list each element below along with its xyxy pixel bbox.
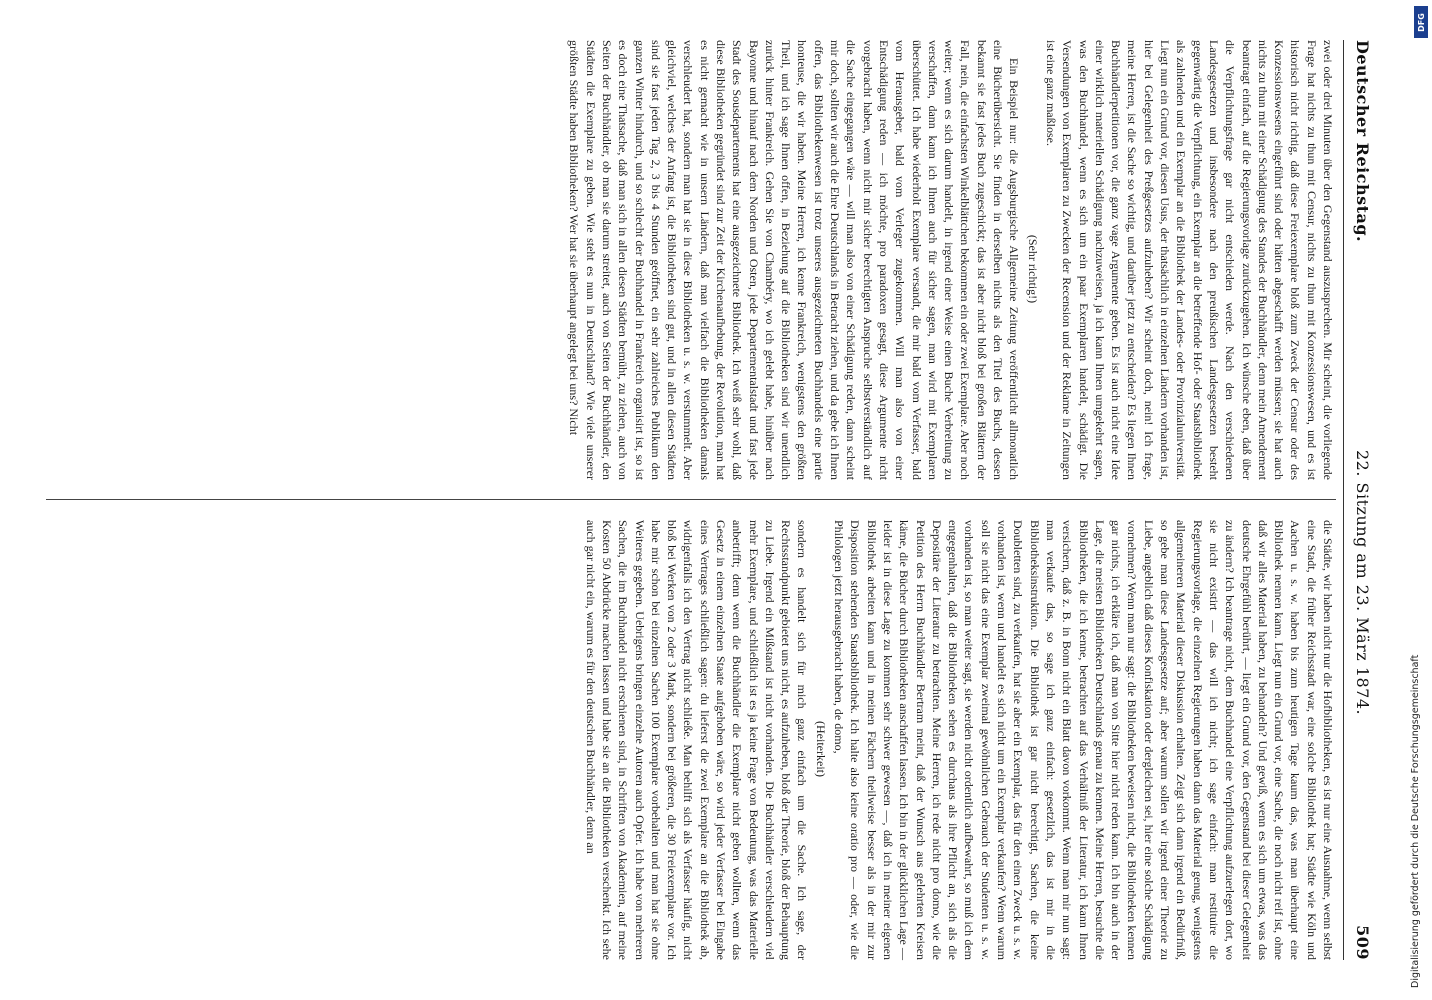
paragraph: zwei oder drei Minuten über den Gegenstand auszusprechen. Mir scheint, die vorliegende Frage hat nichts zu thun mit Censur, nichts zu thun mit Konzessionswesen, und es ist historisch nicht richtig, daß diese Freiexemplare bloß zum Zweck der Censur oder des Konzessionswesens eingeführt sind oder hätten abgeschafft werden müssen; sie hat auch nichts zu thun mit einer Schädigung des Standes der Buchhändler, denn mein Amendement beantragt einfach, auf die Regierungsvorlage zurückzugehen. Ich wünsche eben, daß über die Verpflichtungsfrage gar nicht entschieden werde. Nach den verschiedenen Landesgesetzen und insbesondere nach den preußischen Landesgesetzen besteht gegenwärtig die Verpflichtung, ein Exemplar an die betreffende Hof- oder Staatsbibliothek als zahlenden und ein Exemplar an die Bibliothek der Landes- oder Provinzialuniversität. Liegt nun ein Grund vor, diesen Usus, der thatsächlich in einzelnen Ländern vorhanden ist, hier bei Gelegenheit des Preßgesetzes aufzuheben? Wir scheint doch, nein! Ich frage, meine Herren, ist die Sache so wichtig, und darüber jetzt zu entscheiden? Es liegen Ihnen Buchhändlerpetitionen vor, die ganz vage Argumente geben. Es ist auch nicht eine Idee einer wirklich materiellen Schädigung nachzuweisen, ja ich kann Ihnen umgekehrt sagen, was den Buchhandel, wenn es sich um ein paar Exemplaren handelt, schädigt. Die Versendungen von Exemplaren zu Zwecken der Recension und der Reklame in Zeitungen ist eine ganz maßlose.: [1043, 40, 1335, 480]
session-date: 22. Sitzung am 23. März 1874.: [1353, 450, 1372, 716]
interjection: (Sehr richtig!): [1025, 234, 1040, 304]
publication-title: Deutscher Reichstag.: [1353, 40, 1372, 243]
right-text-column: [580, 520, 1336, 960]
digitization-credit: Digitalisierung gefördert durch die Deutsche Forschungsgemeinschaft: [1410, 654, 1421, 988]
header-rule: [1343, 40, 1344, 960]
paragraph: Ein Beispiel nur: die Augsburgische Allgemeine Zeitung veröffentlicht allmonatlich eine Bücherübersicht. Sie finden in derselben nichts als den Titel des Buchs, dessen bekannt sie fast jedes Buch zugeschickt; das ist aber nicht bloß bei großen Blättern der Fall, nein, die einfachsten Winkelblättchen bekommen ein oder zwei Exemplare. Aber noch weiter; wenn es sich darum handelt, in irgend einer Weise einen Buche Verbreitung zu verschaffen, dann kann ich Ihnen auch für sicher sagen, man wird mit Exemplaren überschüttet. Ich habe wiederholt Exemplare versandt, die mir bald vom Verfasser, bald vom Herausgeber, bald vom Verleger zugekommen. Will man also von einer Entschädigung reden — ich möchte, pro paradoxen gesagt, diese Argumente nicht vorgebracht haben, wenn nicht mir sicher berechtigten Anspruche selbstverständlich auf die Sache eingegangen wäre — will man also von einer Schädigung reden, dann scheint mir doch, sollten wir auch die Ehre Deutschlands in Betracht ziehen, und da gebe ich Ihnen offen, das Bibliothekenwesen ist trotz unseres ausgezeichneten Buchhandels eine partie honteuse, die wir haben. Meine Herren, ich kenne Frankreich, wenigstens den größten Theil, und ich sage Ihnen offen, in Beziehung auf die Bibliotheken sind wir unendlich zurück hinter Frankreich. Gehen Sie von Chambéry, wo ich gelebt habe, hinüber nach Bayonne und hinauf nach dem Norden und Osten, jede Departementalstadt und fast jede Stadt des Sousdepartements hat eine ausgezeichnete Bibliothek. Ich weiß sehr wohl, daß diese Bibliotheken gegründet sind zur Zeit der Kirchenaufhebung, der Revolution, man hat es nicht gemacht wie in unsern Ländern, daß man vielfach die Bibliotheken damals verschleudert hat, sondern man hat sie in diese Bibliotheken u. s. w. verstummelt. Aber gleichviel, welches der Anfang ist, die Bibliotheken sind gut, und in allen diesen Städten sind sie fast jeden Tag 2, 3 bis 4 Stunden geöffnet, ein sehr zahlreiches Publikum den ganzen Winter hindurch, und so schlecht der Buchhandel in Frankreich organisirt ist, so ist es doch eine Thatsache, daß man sich in allen diesen Städten bemüht, zu ziehen, auch von Seiten der Buchhändler, ob man sie darum streitet, auch von Seiten der Buchhändler, den Städten die Exemplare zu geben. Wie steht es nun in Deutschland? Wie viele unserer größten Städte haben Bibliotheken? Wer hat sie überhaupt angelegt bei uns? Nicht: [567, 40, 1022, 480]
left-text-column: [564, 40, 1336, 480]
page-header: [1346, 40, 1372, 960]
page-number: 509: [1353, 925, 1372, 960]
column-divider: [46, 499, 1336, 500]
credit-strip: [1408, 4, 1430, 994]
dfg-logo: DFG: [1414, 6, 1428, 38]
paragraph: die Städte, wir haben nicht nur die Hofbibliotheken, es ist nur eine Ausnahme, wenn selbst eine Stadt, die früher Reichsstadt war, eine solche Bibliothek hat; Städte wie Köln und Aachen u. s. w. haben bis zum heutigen Tage kaum das, was man überhaupt eine Bibliothek nennen kann. Liegt nun ein Grund vor, eine Sache, die noch nicht reif ist, ohne daß wir alles Material haben, zu behandeln? Und gewiß, wenn es sich um etwas, was das deutsche Ehrgefühl berührt, — liegt ein Grund vor, den Gegenstand bei dieser Gelegenheit zu ändern? Ich beantrage nicht, dem Buchhandel eine Verpflichtung aufzuerlegen dort, wo sie nicht existirt — das will ich nicht; ich sage einfach: man restituire die Regierungsvorlage, die einzelnen Regierungen haben dann das Material genug, wenigstens allgemeineren Material dieser Diskussion erhalten. Zeigt sich dann irgend ein Bedürfniß, so gebe man diese Landesgesetze auf; aber warum sollen wir irgend einer Theorie zu Liebe, angeblich daß dieses Konfiskation oder dergleichen sei, hier eine solche Schädigung vornehmen? Wenn man nur sagt: die Bibliotheken beweisen nicht, die Bibliotheken kennen gar nichts, ich erkläre ich, daß man von Sitte hier nicht reden kann. Ich bin auch in der Lage, die meisten Bibliotheken Deutschlands genau zu kennen. Meine Herren, besuchte die Bibliotheken, die ich kenne, betrachten auf das Verhältniß der Literatur, ich kann Ihnen versichern, daß z. B. in Bonn nicht ein Blatt davon vorkommt. Wenn man mir nun sagt: man verkaufe das, so sage ich ganz einfach: gesetzlich, das ist mir in die Bibliotheksinstruktion. Die Bibliothek ist gar nicht berechtigt, Sachen, die keine Doubletten sind, zu verkaufen, hat sie aber ein Exemplar, das für den einen Zweck u. s. w. vorhanden ist, wenn und handelt es sich nicht um ein Exemplar verkaufen? Wenn warum soll sie nicht das eine Exemplar zweimal gewöhnlichen Gebrauch der Studenten u. s. w. vorhanden ist, so man weiter sagt, sie werden nicht ordentlich aufbewahrt, so muß ich dem entgegenhalten, daß die Bibliotheken sehen es durchaus als ihre Pflicht an, sich als die Depositäre der Literatur zu betrachten. Meine Herren, ich rede nicht pro domo, wie die Petition des Herrn Buchhändler Bertram meint, daß der Wunsch aus gelehrten Kreisen käme, die Bücher durch Bibliotheken anschaffen lassen. Ich bin in der glücklichen Lage — leider ist in diese Lage zu kommen sehr schwer gewesen —, daß ich in meiner eigenen Bibliothek arbeiten kann und in meinen Fächern theilweise besser als in der mir zur Disposition stehenden Staatsbibliothek. Ich halte also keine oratio pro — oder, wie die Philologen jetzt herausgebracht haben, de domo,: [832, 520, 1335, 960]
interjection: (Heiterkeit): [813, 721, 828, 777]
paragraph: sondern es handelt sich für mich ganz einfach um die Sache. Ich sage, der Rechtsstandpunkt gebietet uns nicht, es aufzuheben, bloß der Theorie, bloß der Behauptung zu Liebe. Irgend ein Mißstand ist nicht vorhanden. Die Buchhändler verschleudern viel mehr Exemplare, und schließlich ist es ja keine Frage von Bedeutung, was das Materielle anbetrifft; denn wenn die Buchhändler die Exemplare nicht geben wollten, wenn das Gesetz in einem einzelnen Staate aufgehoben wäre, so wird jeder Verfasser bei Eingabe eines Vertrages schließlich sagen: du lieferst die zwei Exemplare an die Bibliothek ab, widrigenfalls ich den Vertrag nicht schließe. Man behilft sich als Verfasser häufig, nicht bloß bei Werken von 2 oder 3 Mark, sondern bei größeren, die 30 Freiexemplare vor. Ich habe mir schon bei einzelnen Sachen 100 Exemplare vorbehalten und man hat sie ohne Weiteres gegeben. Uebrigens bringen einzelne Autoren auch Opfer. Ich habe von mehreren Sachen, die im Buchhandel nicht erschienen sind, in Schriften von Akademien, auf meine Kosten 50 Abdrücke machen lassen und habe sie an die Bibliotheken verschenkt. Ich sehe auch gar nicht ein, warum es für den deutschen Buchhändler, denn an: [583, 520, 810, 960]
